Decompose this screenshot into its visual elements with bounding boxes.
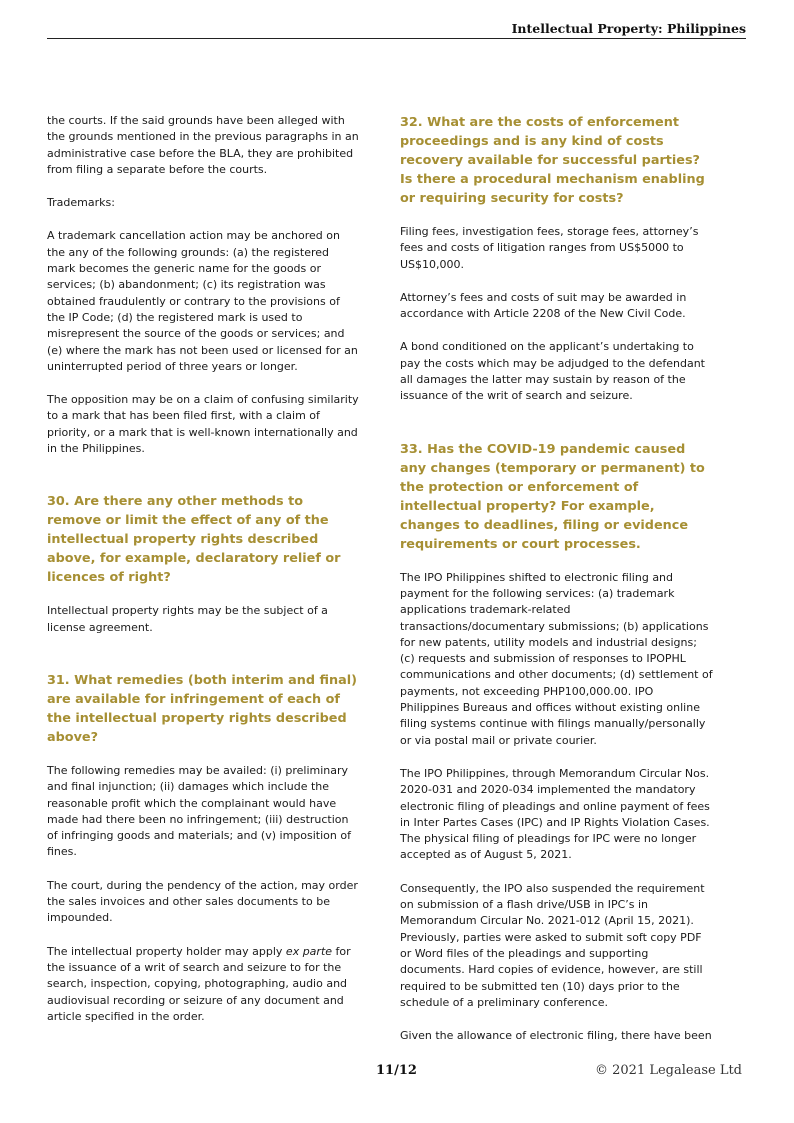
paragraph: the courts. If the said grounds have been alleged with the grounds mentioned in the previous paragraphs in an administrative case before the BLA, they are prohibited from filing a separate before the courts. [47, 114, 359, 176]
answer-31-ex-parte [47, 944, 359, 1025]
answer-33-continued: Given the allowance of electronic filing, there have been [400, 1029, 712, 1043]
right-column [400, 113, 714, 1061]
copyright: © 2021 Legalease Ltd [594, 1063, 742, 1078]
paragraph: The opposition may be on a claim of confusing similarity to a mark that has been filed first, with a claim of priority, or a mark that is well-known internationally and in the Philippines. [47, 393, 359, 456]
answer-33-circulars: The IPO Philippines, through Memorandum Circular Nos. 2020-031 and 2020-034 implemented the mandatory electronic filing of pleadings and online payment of fees in Inter Partes Cases (IPC) and IP Rights Violation Cases. The physical filing of pleadings for IPC were no longer accepted as of August 5, 2021. [400, 766, 710, 862]
answer-32-attorney: Attorney’s fees and costs of suit may be awarded in accordance with Article 2208 of the New Civil Code. [400, 290, 687, 321]
paragraph: A trademark cancellation action may be anchored on the any of the following grounds: (a) the registered mark becomes the generic name for the goods or services; (b) abandonment; (c) its registration was obtained fraudulently or contrary to the provisions of the IP Code; (d) the registered mark is used to misrepresent the source of the goods or services; and (e) where the mark has not been used or licensed for an uninterrupted period of three years or longer. [47, 229, 358, 373]
header-title: Intellectual Property: Philippines [511, 21, 746, 36]
paragraph: Trademarks: [47, 196, 115, 210]
page-header [47, 0, 746, 39]
answer-33-efiling: The IPO Philippines shifted to electronic filing and payment for the following services: (a) trademark applications trademark-related transactions/documentary submissions; (b) applications for new patents, utility models and industrial designs; (c) requests and submission of responses to IPOPHL communications and other documents; (d) settlement of payments, not exceeding PHP100,000.00. IPO Philippines Bureaus and offices without existing online filing systems continue with filings manually/personally or via postal mail or private courier. [400, 570, 713, 747]
question-33-heading: 33. Has the COVID-19 pandemic caused any changes (temporary or permanent) to the protection or enforcement of intellectual property? For example, changes to deadlines, filing or evidence requirements or court processes. [400, 441, 705, 552]
question-30-heading: 30. Are there any other methods to remove or limit the effect of any of the intellectual property rights described above, for example, declaratory relief or licences of right? [47, 494, 341, 586]
text-segment: for the issuance of a writ of search and seizure to for the search, inspection, copying, photographing, audio and audiovisual recording or seizure of any document and article specified in the order. [47, 944, 351, 1023]
page-number: 11/12 [376, 1063, 417, 1078]
answer-31-remedies: The following remedies may be availed: (i) preliminary and final injunction; (ii) damages which include the reasonable profit which the complainant would have made had there been no infringement; (iii) destruction of infringing goods and materials; and (v) imposition of fines. [47, 763, 351, 859]
italic-term: ex parte [285, 944, 333, 958]
answer-33-usb: Consequently, the IPO also suspended the requirement on submission of a flash drive/USB in IPC’s in Memorandum Circular No. 2021-012 (April 15, 2021). Previously, parties were asked to submit soft copy PDF or Word files of the pleadings and supporting documents. Hard copies of evidence, however, are still required to be submitted ten (10) days prior to the schedule of a preliminary conference. [400, 881, 705, 1009]
text-segment: The intellectual property holder may apply [47, 944, 286, 958]
answer-32-fees: Filing fees, investigation fees, storage fees, attorney’s fees and costs of litigation ranges from US$5000 to US$10,000. [400, 225, 699, 271]
question-32-heading: 32. What are the costs of enforcement proceedings and is any kind of costs recovery available for successful parties? Is there a procedural mechanism enabling or requiring security for costs? [400, 115, 705, 206]
question-31-heading: 31. What remedies (both interim and final) are available for infringement of each of the intellectual property rights described above? [47, 672, 357, 745]
answer-31-impound: The court, during the pendency of the action, may order the sales invoices and other sales documents to be impounded. [47, 878, 358, 925]
answer-32-bond: A bond conditioned on the applicant’s undertaking to pay the costs which may be adjudged to the defendant all damages the latter may sustain by reason of the issuance of the writ of search and seizure. [400, 340, 705, 403]
answer-30: Intellectual property rights may be the subject of a license agreement. [47, 604, 328, 634]
left-column [47, 113, 359, 1042]
